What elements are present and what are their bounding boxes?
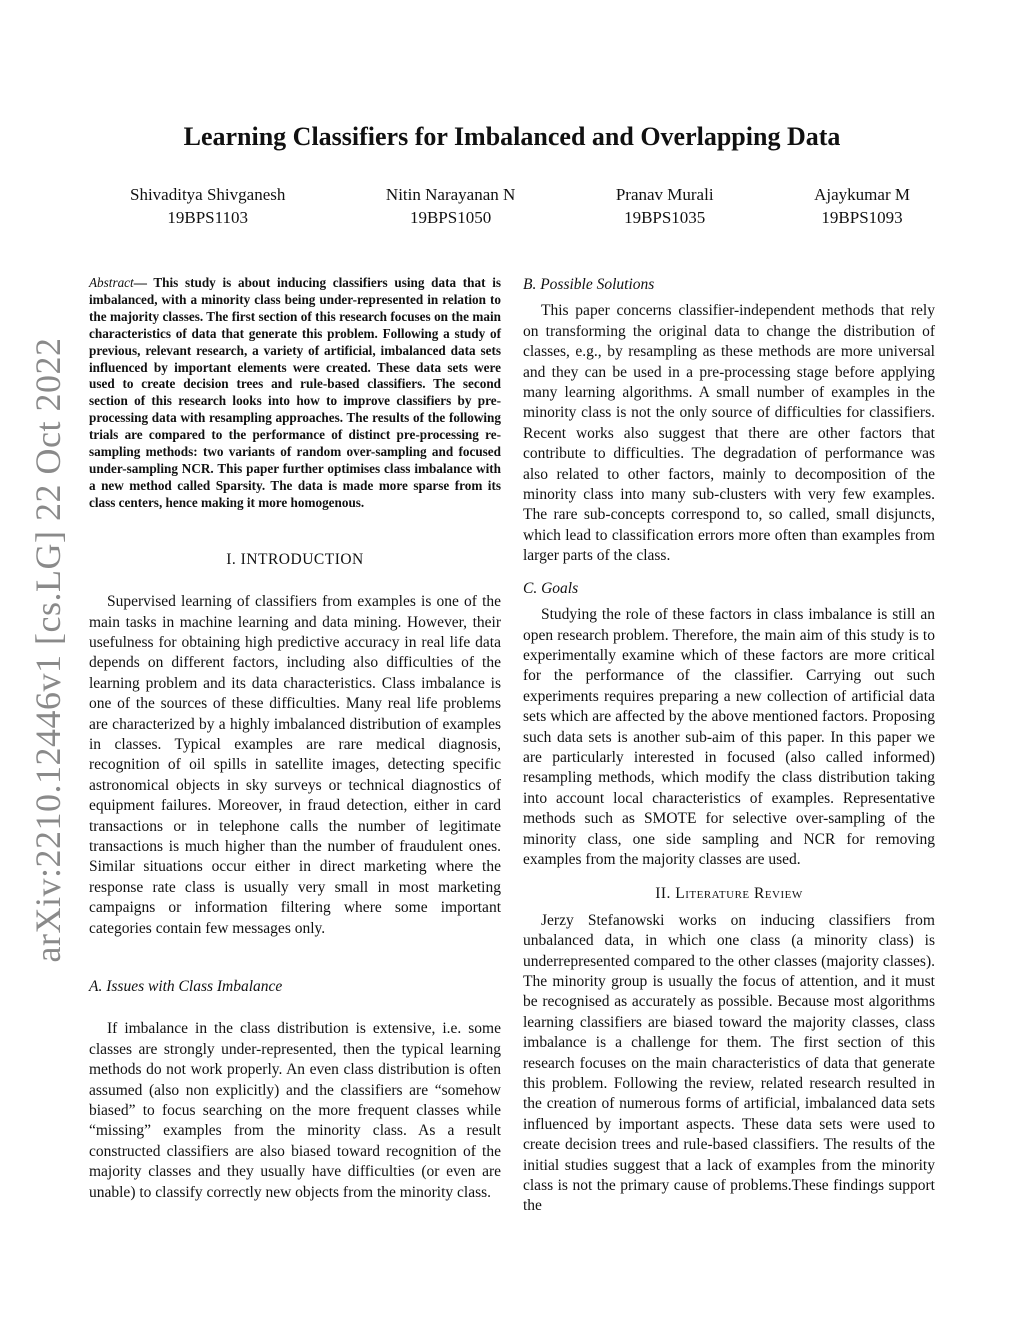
abstract-text: This study is about inducing classifiers using data that is imbalanced, with a minority class being under-represented in relation to the majority classes. The first section of this research focuses on the main characteristics of data that generate this problem. Following a study of previous, relevant research, a variety of artificial, imbalanced data sets influenced by important elements were created. These data sets were used to create decision trees and rule-based classifiers. The second section of this research looks into how to improve classifiers by pre-processing data with resampling approaches. The results of the following trials are compared to the performance of distinct pre-processing re-sampling methods: two variants of random over-sampling and focused under-sampling NCR. This paper further optimises class imbalance with a new method called Sparsity. The data is made more sparse from its class centers, hence making it more homogenous. [89,275,501,510]
author-name: Pranav Murali [615,185,714,204]
abstract-label: Abstract [89,275,134,290]
arxiv-id: arXiv:2210.12446v1 [cs.LG] 22 Oct 2022 [28,337,68,963]
author-name: Ajaykumar M [814,185,910,204]
goals-paragraph: Studying the role of these factors in class imbalance is still an open research problem. Therefore, the main aim of this study is to experimentally examine which of these factors are more critical for the performance of the classifier. Carrying out such experiments requires preparing a new collection of artificial data sets which are affected by the above mentioned factors. Proposing such data sets is another sub-aim of this paper. In this paper we are particularly interested in focused (also called informed) resampling methods, which modify the class distribution taking into account local characteristics of examples. Representative methods such as SMOTE for selective over-sampling of the minority class, one side sampling and NCR for removing examples from the majority classes are used. [523,606,935,868]
section-heading-literature-review: II. Literature Review [655,885,803,903]
author-id: 19BPS1103 [167,208,248,227]
abstract [89,275,501,512]
section-heading-introduction: I. INTRODUCTION [226,550,364,568]
introduction-paragraph: Supervised learning of classifiers from examples is one of the main tasks in machine learning and data mining. However, their usefulness for obtaining high predictive accuracy in real life data depends on different factors, including also difficulties of the learning problem and its data characteristics. Class imbalance is one of the sources of these difficulties. Many real life problems are characterized by a highly imbalanced distribution of examples in classes. Typical examples are rare medical diagnosis, recognition of oil spills in satellite images, detecting specific astronomical objects in sky surveys or technical diagnostics of equipment failures. Moreover, in fraud detection, either in card transactions or in telephone calls the number of legitimate transactions is much higher than the number of fraudulent ones. Similar situations occur either in direct marketing where the response rate class is usually very small in most marketing campaigns or information filtering where some important categories contain few messages only. [89,593,501,937]
author-id: 19BPS1093 [821,208,903,227]
arxiv-stamp [18,337,78,963]
abstract-dash: — [133,275,147,290]
subsection-heading-issues: A. Issues with Class Imbalance [89,978,283,995]
author-id: 19BPS1035 [624,208,706,227]
author-block [130,183,285,229]
subsection-heading-solutions: B. Possible Solutions [523,276,655,293]
left-column [89,275,501,1203]
author-block [814,183,910,229]
author-name: Shivaditya Shivganesh [130,185,286,204]
paper-title: Learning Classifiers for Imbalanced and Overlapping Data [183,122,841,151]
solutions-paragraph: This paper concerns classifier-independent methods that rely on transforming the original data to change the distribution of classes, e.g., by resampling as these methods are more universal and they can be used in a pre-processing stage before applying many learning algorithms. A small number of examples in the minority class is not the only source of difficulties for classifiers. Recent works also suggest that there are other factors that contribute to difficulties. The degradation of performance was also related to other factors, mainly to decomposition of the minority class into many sub-clusters with very few examples. The rare sub-concepts correspond to, so called, small disjuncts, which lead to classification errors more often than examples from larger parts of the class. [523,302,935,565]
right-column [523,275,935,1217]
author-list [130,183,910,229]
author-block [386,183,515,229]
literature-review-paragraph: Jerzy Stefanowski works on inducing classifiers from unbalanced data, in which one class (a minority class) is underrepresented compared to the other classes (majority classes). The minority group is usually the focus of attention, and it must be recognised as accurately as possible. Because most algorithms learning classifiers are biased toward the majority classes, class imbalance is a challenge for them. The first section of this research focuses on the main characteristics of data that generate this problem. Following the review, related research resulted in the creation of numerous forms of artificial, imbalanced data sets influenced by important aspects. These data sets were used to create decision trees and rule-based classifiers. The results of the initial studies suggest that a lack of examples from the minority class is not the primary cause of problems.These findings support the [523,911,935,1215]
author-name: Nitin Narayanan N [385,185,516,204]
author-id: 19BPS1050 [409,208,492,227]
issues-paragraph: If imbalance in the class distribution is extensive, i.e. some classes are strongly under-represented, then the typical learning methods do not work properly. An even class distribution is often assumed (also non explicitly) and the classifiers are “somehow biased” to focus searching on the more frequent classes while “missing” examples from the minority class. As a result constructed classifiers are also biased toward recognition of the majority classes and they usually have difficulties (or even are unable) to classify correctly new objects from the minority class. [89,1020,501,1201]
author-block [616,183,714,229]
subsection-heading-goals: C. Goals [523,579,579,597]
